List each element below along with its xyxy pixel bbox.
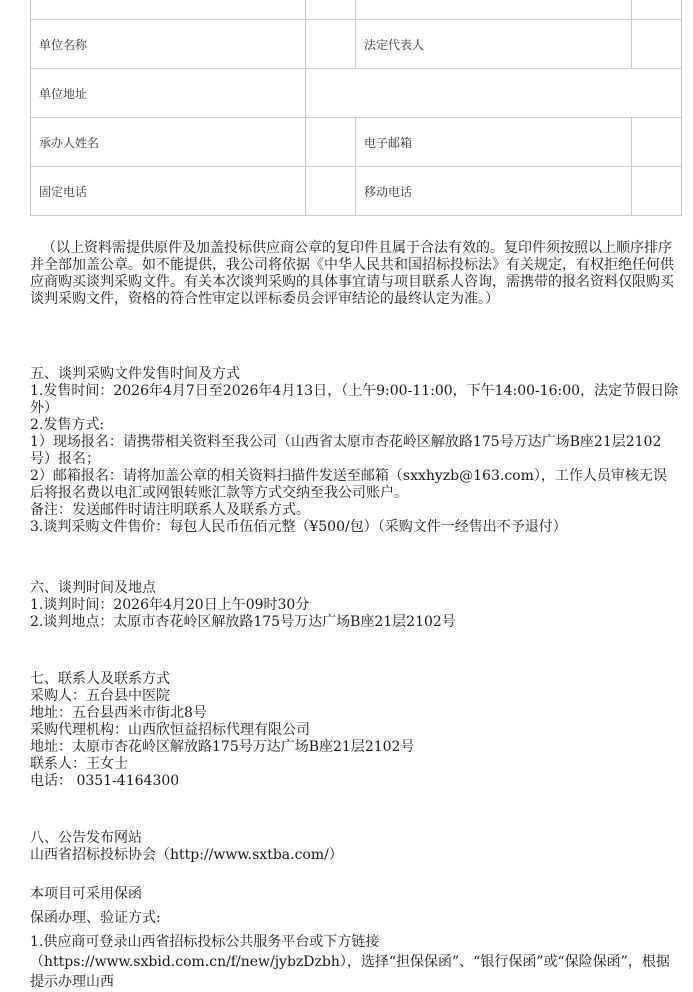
table-value-cell [632, 167, 682, 216]
section-negotiation [30, 580, 680, 631]
table-value-cell [306, 20, 356, 69]
guarantee-instructions: 1.供应商可登录山西省招标投标公共服务平台或下方链接（https://www.sxbid.com.cn/f/new/jybzDzbh），选择“担保保函”、“银行保函”或“保险保函”，根据提示办理山西 [30, 934, 670, 990]
table-value-cell [632, 20, 682, 69]
table-row [31, 20, 682, 69]
list-item: 1.谈判时间：2026年4月20日上午09时30分 [30, 597, 310, 613]
guarantee-section [30, 884, 680, 992]
table-value-cell [306, 69, 682, 118]
list-item: 山西省招标投标协会（http://www.sxtba.com/） [30, 847, 343, 863]
list-item: 2）邮箱报名：请将加盖公章的相关资料扫描件发送至邮箱（sxxhyzb@163.com），工作人员审核无误后将报名费以电汇或网银转账汇款等方式交纳至我公司账户。 [30, 468, 667, 501]
section-title: 八、公告发布网站 [30, 830, 142, 846]
note-paragraph: （以上资料需提供原件及加盖投标供应商公章的复印件且属于合法有效的。复印件须按照以上顺序排序并全部加盖公章。如不能提供，我公司将依据《中华人民共和国招标投标法》有关规定，有权拒绝任何供应商购买谈判采购文件。有关本次谈判采购的具体事宜请与项目联系人咨询，需携带的报名资料仅限购买谈判采购文件，资格的符合性审定以评标委员会评审结论的最终认定为准。） [30, 240, 674, 307]
list-item: 联系人：王女士 [30, 756, 128, 772]
table-label-cell: 承办人姓名 [31, 118, 306, 167]
materials-note [30, 240, 680, 308]
list-item: 地址：太原市杏花岭区解放路175号万达广场B座21层2102号 [30, 739, 415, 755]
table-value-cell [306, 118, 356, 167]
table-label-cell: 单位名称 [31, 20, 306, 69]
list-item: 地址：五台县西米市街北8号 [30, 705, 207, 721]
list-item: 2.谈判地点：太原市杏花岭区解放路175号万达广场B座21层2102号 [30, 614, 456, 630]
registration-table [30, 0, 682, 216]
section-title: 五、谈判采购文件发售时间及方式 [30, 366, 240, 382]
table-label-cell: 固定电话 [31, 167, 306, 216]
table-label-cell: 电子邮箱 [356, 118, 632, 167]
guarantee-subheading: 保函办理、验证方式: [30, 910, 161, 926]
list-item: 备注：发送邮件时请注明联系人及联系方式。 [30, 502, 310, 518]
table-row [31, 167, 682, 216]
table-cell [632, 0, 682, 20]
section-title: 六、谈判时间及地点 [30, 580, 156, 596]
table-cell [356, 0, 632, 20]
table-label-cell: 法定代表人 [356, 20, 632, 69]
table-row [31, 69, 682, 118]
section-website [30, 830, 680, 864]
table-cell [306, 0, 356, 20]
section-title: 七、联系人及联系方式 [30, 671, 170, 687]
list-item: 3.谈判采购文件售价：每包人民币伍佰元整（¥500/包）（采购文件一经售出不予退付） [30, 519, 567, 535]
section-contacts [30, 671, 680, 790]
table-value-cell [632, 118, 682, 167]
table-label-cell: 单位地址 [31, 69, 306, 118]
table-cell [31, 0, 306, 20]
section-sale [30, 366, 680, 536]
table-label-cell: 移动电话 [356, 167, 632, 216]
table-value-cell [306, 167, 356, 216]
table-row [31, 0, 682, 20]
guarantee-heading: 本项目可采用保函 [30, 886, 142, 902]
list-item: 采购代理机构：山西欣恒益招标代理有限公司 [30, 722, 310, 738]
list-item: 2.发售方式: [30, 417, 105, 433]
list-item: 1）现场报名：请携带相关资料至我公司（山西省太原市杏花岭区解放路175号万达广场B座21层2102号）报名； [30, 434, 662, 467]
list-item: 电话： 0351-4164300 [30, 773, 180, 789]
list-item: 1.发售时间：2026年4月7日至2026年4月13日，（上午9:00-11:00，下午14:00-16:00，法定节假日除外） [30, 383, 679, 416]
table-row [31, 118, 682, 167]
list-item: 采购人：五台县中医院 [30, 688, 170, 704]
